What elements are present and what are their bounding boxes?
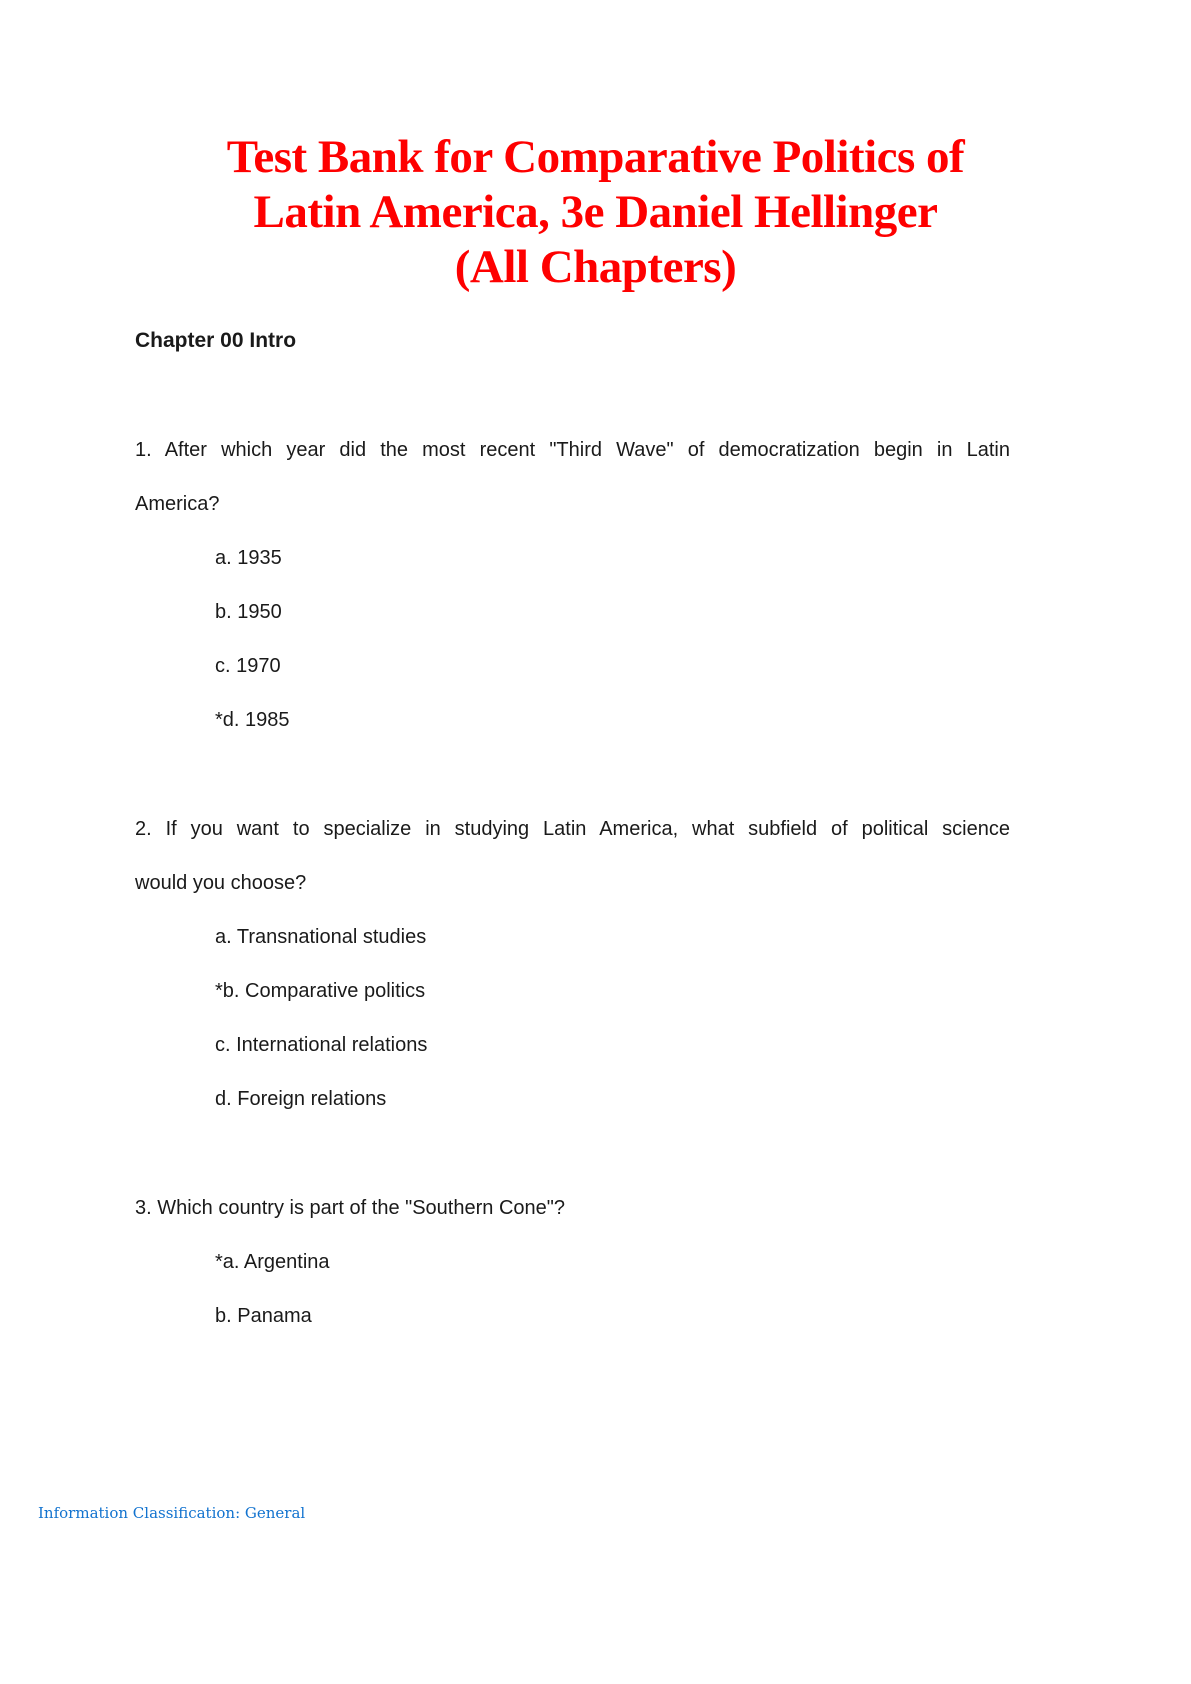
- question-1-options: [215, 531, 1010, 747]
- document-title-line-1: Test Bank for Comparative Politics of: [226, 131, 965, 183]
- answer-option: c. 1970: [215, 655, 281, 677]
- answer-option: d. Foreign relations: [215, 1088, 387, 1110]
- document-title-line-2: Latin America, 3e Daniel Hellinger: [253, 186, 938, 238]
- question-1-text-line: 1. After which year did the most recent "Third Wave" of democratization begin in Latin: [135, 439, 1010, 461]
- answer-option-correct: *d. 1985: [215, 709, 290, 731]
- answer-option: a. Transnational studies: [215, 926, 427, 948]
- answer-option: c. International relations: [215, 1034, 428, 1056]
- question-2-options: [215, 910, 1010, 1126]
- answer-option: b. Panama: [215, 1305, 312, 1327]
- document-body: [135, 314, 1010, 1343]
- answer-option-correct: *a. Argentina: [215, 1251, 330, 1273]
- question-2-text-line: 2. If you want to specialize in studying Latin America, what subfield of political science: [135, 818, 1010, 840]
- document-title-line-3: (All Chapters): [454, 241, 737, 293]
- question-1-text-line: America?: [135, 493, 220, 515]
- question-3-text-line: 3. Which country is part of the "Southern Cone"?: [135, 1197, 565, 1219]
- question-3: [135, 1181, 1010, 1343]
- question-1: [135, 423, 1010, 747]
- answer-option: b. 1950: [215, 601, 282, 623]
- document-title: [0, 130, 1191, 295]
- question-2: [135, 802, 1010, 1126]
- question-3-options: [215, 1235, 1010, 1343]
- answer-option: a. 1935: [215, 547, 282, 569]
- classification-footer: Information Classification: General: [38, 1504, 306, 1522]
- chapter-heading: Chapter 00 Intro: [135, 329, 297, 352]
- answer-option-correct: *b. Comparative politics: [215, 980, 426, 1002]
- question-2-text-line: would you choose?: [135, 872, 307, 894]
